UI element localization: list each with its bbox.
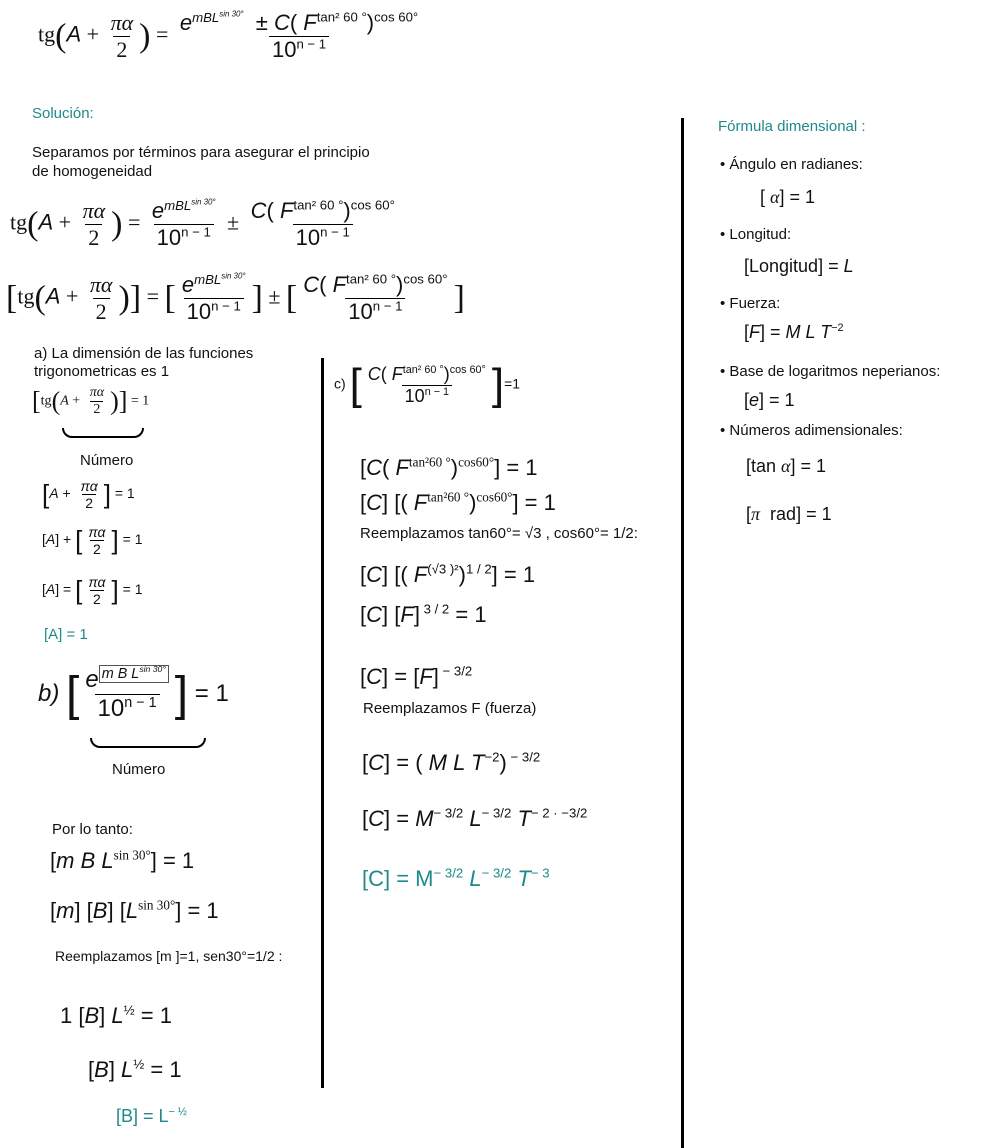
expr-longitud: [Longitud] = L <box>744 256 854 276</box>
b-step-1: 1 [B] $L^{\frac{1}{2}} = 1$ <box>60 1002 172 1028</box>
numero-label-1: Número <box>80 452 134 469</box>
main-equation: tg(A + $\frac{\pi\alpha}{2}$ ) = $\frac{e^{mBL^{sin 30^\circ}} \pm C( F^{tan^2 60 ^\circ})^{cos 60^\circ}}{10^{n - 1}}$ <box>38 9 419 62</box>
b-label: b) <box>38 679 60 707</box>
expr-angle: [ α] = 1 <box>760 187 815 207</box>
expr-tan: [tan α] = 1 <box>746 456 827 476</box>
reemplazamos-m: Reemplazamos [m ]=1, sen30°=1/2 : <box>55 948 283 964</box>
section-a-line-1: a) La dimensión de las funciones <box>34 345 254 362</box>
formula-heading: Fórmula dimensional : <box>718 118 866 135</box>
reemplazamos-f: Reemplazamos F (fuerza) <box>363 700 537 717</box>
c-eq-1: [C( $F^{tan^260 ^\circ})^{cos60^\circ}] = 1$ <box>360 454 538 480</box>
reemplazamos-tan: Reemplazamos tan60°= √3 , cos60°= 1/2: <box>360 525 638 542</box>
intro-line-2: de homogeneidad <box>32 163 153 180</box>
c-label: c) <box>334 375 346 392</box>
split-equation: tg(A + $\frac{\pi\alpha}{2}$ ) = $\frac{e^{mBL^{sin 30^\circ}}}{10^{n - 1}}$ ± $\frac{C( F^{tan^2 60 ^\circ})^{cos 60^\circ}}{10^{n - 1}}$ <box>10 197 395 250</box>
expr-fuerza: [F] = M L $T^{-2}$ <box>744 322 844 342</box>
c-equation: c) [ $\frac{C( F^{tan^2 60 ^\circ})^{cos 60^\circ}}{10^{n - 1}}$ ]=1 <box>334 360 521 409</box>
section-a-line-2: trigonometricas es 1 <box>34 363 170 380</box>
mbl-eq-2: [m] [B] $[L^{sin 30^\circ}] = 1$ <box>50 897 219 923</box>
c-eq-4: [C] [F] $^{3 / 2}$ = 1 <box>360 601 487 627</box>
a-eq-1: [tg(A + $\frac{\pi\alpha}{2}$ )] = 1 <box>32 385 150 417</box>
mbl-eq-1: [m B $L^{sin 30^\circ}] = 1$ <box>50 847 195 873</box>
b-result: $[B] = L^{- \frac{1}{2}}$ <box>116 1106 187 1126</box>
a-eq-2: [A + $\frac{\pi\alpha}{2}$ ] = 1 <box>42 478 135 511</box>
bullet-longitud: • Longitud: <box>720 226 792 243</box>
a-result: [A] = 1 <box>44 626 88 643</box>
bullet-angle: • Ángulo en radianes: <box>720 156 863 173</box>
b-equation: b) [ $\frac{e ^{m B L^{sin 30^\circ}}}{10^{n - 1}}$ ] = 1 <box>38 664 229 722</box>
expr-pi-rad: [π rad] = 1 <box>746 504 832 524</box>
bullet-base-log: • Base de logaritmos neperianos: <box>720 363 941 380</box>
intro-line-1: Separamos por términos para asegurar el principio <box>32 144 370 161</box>
column-divider-1 <box>321 358 324 1088</box>
expr-base-log: [e] = 1 <box>744 390 795 410</box>
a-eq-3: [A] + [ $\frac{\pi\alpha}{2}$ ] = 1 <box>42 524 143 557</box>
dimension-equation: [tg(A + $\frac{\pi\alpha}{2}$ )] = [ $\frac{e^{mBL^{sin 30^\circ}}}{10^{n - 1}}$ ] ± [ $\frac{C( F^{tan^2 60 ^\circ})^{cos 60^\circ}}{10^{n - 1}}$ ] <box>6 271 465 324</box>
a-underbrace <box>62 428 144 438</box>
c-eq-6: [C] = ( M L $T^{-2}$) $^{- 3/2}$ <box>362 749 541 775</box>
numero-label-2: Número <box>112 761 166 778</box>
column-divider-2 <box>681 118 684 1148</box>
por-lo-tanto: Por lo tanto: <box>52 821 133 838</box>
bullet-fuerza: • Fuerza: <box>720 295 781 312</box>
solution-heading: Solución: <box>32 105 94 122</box>
bullet-adimensionales: • Números adimensionales: <box>720 422 903 439</box>
c-eq-3: [C] [( $F^{(√3 )^2})^{1 / 2}] = 1$ <box>360 561 536 587</box>
b-step-2: [B] $L^{\frac{1}{2}} = 1$ <box>88 1056 182 1082</box>
c-result: $[C] = M^{- 3/2}$ $L^{- 3/2}$ $T^{- 3}$ <box>362 865 550 891</box>
b-underbrace <box>90 738 206 748</box>
a-eq-4: [A] = [ $\frac{\pi\alpha}{2}$ ] = 1 <box>42 574 143 607</box>
c-eq-2: [C] [( $F^{tan^260 ^\circ})^{cos60^\circ}] = 1$ <box>360 489 556 515</box>
c-eq-7: $[C] = M^{- 3/2}$ $L^{- 3/2}$ $T^{- 2 \cdot -3/2}$ <box>362 805 588 831</box>
c-eq-5: [C] = [F] $^{- 3/2}$ <box>360 663 473 689</box>
